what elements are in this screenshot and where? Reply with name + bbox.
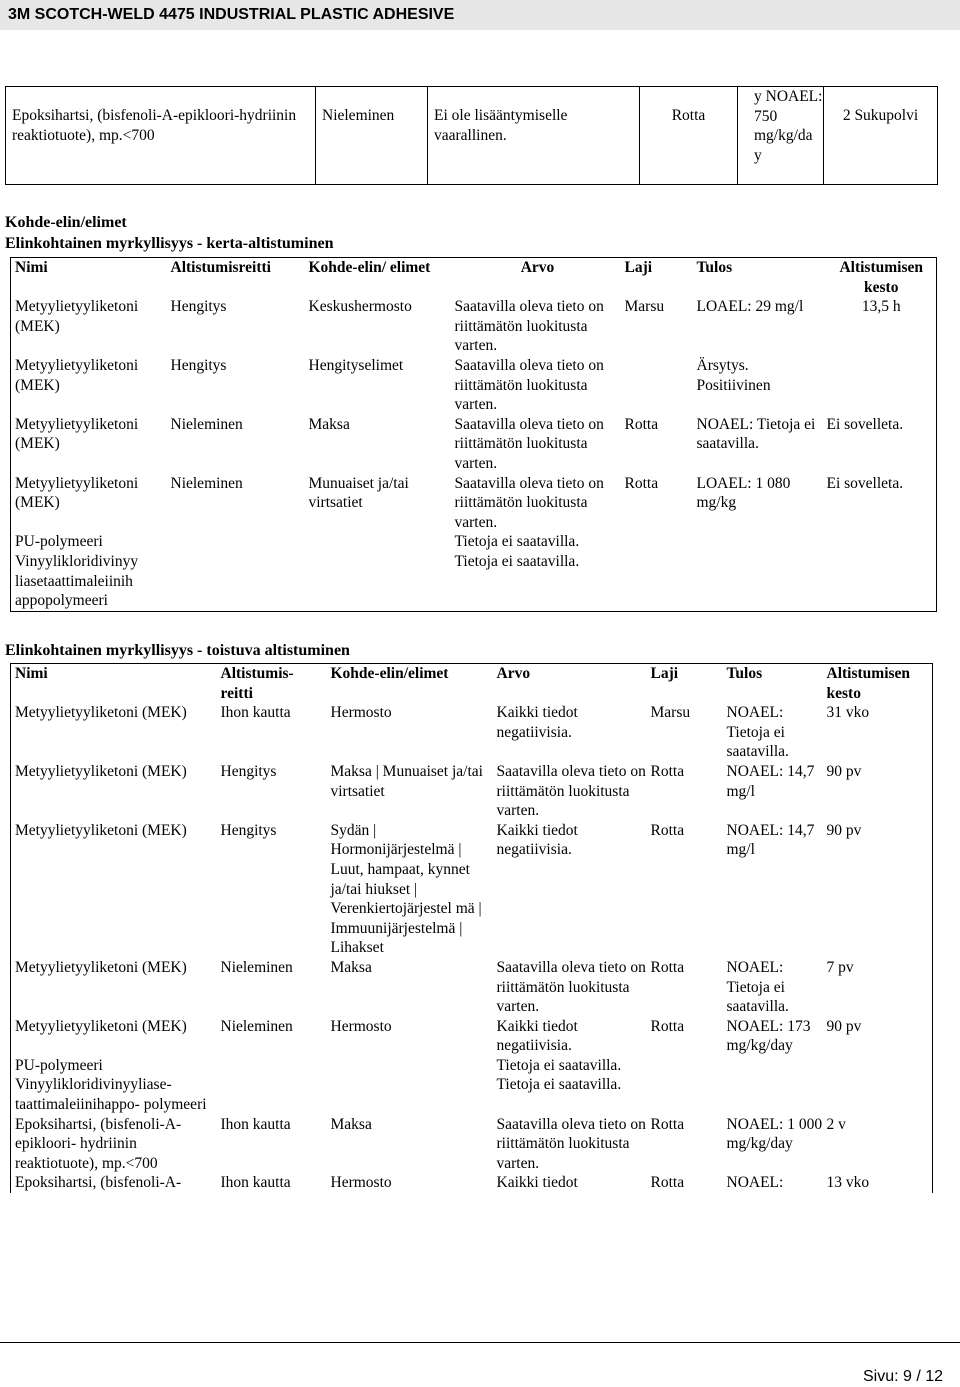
column-header: Altistumisen kesto — [826, 665, 911, 702]
table-row — [6, 87, 938, 185]
cell-organ: Hengityselimet — [308, 356, 404, 374]
cell-value: Kaikki tiedot negatiivisia. — [496, 704, 578, 741]
cell-organ: Hermosto — [330, 1174, 392, 1192]
cell-organ: Maksa — [330, 958, 372, 976]
cell-result: NOAEL: 14,7 mg/l — [726, 762, 815, 800]
table-row — [11, 762, 933, 821]
cell-duration: 7 pv — [826, 958, 854, 976]
exposure-route: Nieleminen — [316, 87, 428, 185]
cell-duration: 2 v — [826, 1115, 846, 1133]
cell-organ: Hermosto — [330, 1017, 392, 1035]
cell-name: PU-polymeeri — [15, 533, 103, 551]
cell-route: Ihon kautta — [220, 1174, 291, 1192]
column-header: Altistumisen kesto — [839, 259, 924, 296]
cell-species: Marsu — [624, 298, 665, 316]
cell-species: Rotta — [650, 821, 685, 839]
cell-duration: Ei sovelleta. — [826, 415, 904, 433]
cell-value: Tietoja ei saatavilla. — [454, 552, 580, 570]
table-row — [11, 1075, 933, 1114]
cell-species: Rotta — [624, 474, 659, 492]
species: Rotta — [640, 87, 738, 185]
table-row — [11, 821, 933, 958]
cell-name: Metyylietyyliketoni (MEK) — [15, 762, 187, 780]
cell-result: NOAEL: 1 000 mg/kg/day — [726, 1115, 823, 1153]
cell-route: Nieleminen — [170, 474, 243, 492]
table-header-row — [11, 664, 933, 704]
table-row — [11, 415, 937, 474]
section-subtitle: Kohde-elin/elimet — [5, 214, 127, 231]
table-row — [11, 1115, 933, 1174]
cell-route: Nieleminen — [170, 415, 243, 433]
cell-value: Kaikki tiedot negatiivisia. — [496, 1017, 578, 1055]
cell-name: Epoksihartsi, (bisfenoli-A- — [15, 1174, 182, 1192]
cell-species: Rotta — [650, 762, 685, 780]
cell-species — [621, 356, 693, 415]
footer-divider — [0, 1342, 960, 1343]
cell-value: Saatavilla oleva tieto on riittämätön luokitusta varten. — [496, 1115, 646, 1172]
column-header: Tulos — [696, 259, 733, 276]
cell-value: Saatavilla oleva tieto on riittämätön luokitusta varten. — [496, 762, 646, 820]
cell-duration: 90 pv — [826, 1017, 862, 1035]
column-header: Tulos — [726, 665, 763, 682]
cell-duration — [823, 356, 937, 415]
table-header-row — [11, 258, 937, 298]
repeated-exposure-table — [10, 663, 933, 1193]
cell-value: Saatavilla oleva tieto on riittämätön luokitusta varten. — [454, 356, 604, 414]
cell-route: Hengitys — [170, 356, 227, 374]
cell-route: Hengitys — [170, 298, 227, 316]
cell-result: LOAEL: 1 080 mg/kg — [696, 474, 791, 512]
cell-route: Ihon kautta — [220, 1115, 291, 1133]
cell-organ: Sydän | Hormonijärjestelmä | Luut, hampaat, kynnet ja/tai hiukset | Verenkiertojärjestel mä | Immuunijärjestelmä | Lihakset — [330, 821, 482, 957]
cell-organ: Hermosto — [330, 704, 392, 722]
cell-result: NOAEL: 14,7 mg/l — [726, 821, 815, 859]
cell-duration: 13 vko — [826, 1174, 870, 1192]
cell-route: Ihon kautta — [220, 704, 291, 722]
column-header: Altistumisreitti — [170, 259, 271, 276]
cell-value: Tietoja ei saatavilla. — [496, 1076, 622, 1094]
cell-species: Rotta — [650, 1017, 685, 1035]
cell-organ: Keskushermosto — [308, 298, 412, 316]
cell-name: Metyylietyyliketoni (MEK) — [15, 356, 139, 394]
cell-name: Metyylietyyliketoni (MEK) — [15, 1017, 187, 1035]
result: y NOAEL: 750 mg/kg/da y — [738, 87, 824, 185]
column-header: Kohde-elin/elimet — [330, 665, 449, 682]
section-title: Elinkohtainen myrkyllisyys - toistuva altistuminen — [5, 642, 350, 659]
cell-value: Tietoja ei saatavilla. — [496, 1056, 622, 1074]
cell-value: Kaikki tiedot — [496, 1174, 578, 1192]
cell-result: Ärsytys. Positiivinen — [696, 356, 771, 394]
document-header — [0, 0, 960, 30]
cell-species: Rotta — [650, 1174, 685, 1192]
cell-species: Rotta — [650, 958, 685, 976]
cell-organ: Munuaiset ja/tai virtsatiet — [308, 474, 409, 512]
cell-name: PU-polymeeri — [15, 1056, 103, 1074]
cell-duration: 31 vko — [826, 704, 870, 722]
cell-name: Metyylietyyliketoni (MEK) — [15, 474, 139, 512]
column-header: Laji — [624, 259, 653, 276]
cell-route: Hengitys — [220, 821, 277, 839]
cell-name: Metyylietyyliketoni (MEK) — [15, 415, 139, 453]
cell-species: Rotta — [650, 1115, 685, 1133]
cell-name: Metyylietyyliketoni (MEK) — [15, 821, 187, 839]
cell-route: Nieleminen — [220, 958, 293, 976]
column-header: Arvo — [496, 665, 531, 682]
cell-duration: 90 pv — [826, 821, 862, 839]
table-row — [11, 1173, 933, 1193]
cell-result: NOAEL: 173 mg/kg/day — [726, 1017, 811, 1055]
cell-duration: Ei sovelleta. — [826, 474, 904, 492]
cell-route: Nieleminen — [220, 1017, 293, 1035]
cell-name: Metyylietyyliketoni (MEK) — [15, 958, 187, 976]
cell-species: Marsu — [650, 704, 691, 722]
column-header: Kohde-elin/ elimet — [308, 259, 431, 276]
cell-name: Vinyylikloridivinyy liasetaattimaleiinih appopolymeeri — [15, 552, 139, 610]
substance-name: Epoksihartsi, (bisfenoli-A-epikloori-hydriinin reaktiotuote), mp.<700 — [6, 87, 316, 185]
cell-name: Metyylietyyliketoni (MEK) — [15, 704, 187, 722]
table-row — [11, 1056, 933, 1076]
column-header: Nimi — [15, 259, 48, 276]
value-note: Ei ole lisääntymiselle vaarallinen. — [428, 87, 640, 185]
column-header: Arvo — [520, 259, 555, 276]
cell-value: Saatavilla oleva tieto on riittämätön luokitusta varten. — [454, 415, 604, 472]
cell-value: Tietoja ei saatavilla. — [454, 533, 580, 551]
cell-organ: Maksa — [308, 415, 350, 433]
table-row — [11, 356, 937, 415]
table-row — [11, 552, 937, 611]
cell-value: Saatavilla oleva tieto on riittämätön luokitusta varten. — [454, 474, 604, 531]
cell-name: Epoksihartsi, (bisfenoli-A- epikloori- hydriinin reaktiotuote), mp.<700 — [15, 1115, 182, 1172]
cell-duration: 90 pv — [826, 762, 862, 780]
reproductive-toxicity-table — [5, 86, 938, 185]
cell-result: NOAEL: Tietoja ei saatavilla. — [726, 958, 789, 1016]
cell-organ: Maksa | Munuaiset ja/tai virtsatiet — [330, 762, 483, 800]
cell-organ: Maksa — [330, 1115, 372, 1133]
cell-value: Saatavilla oleva tieto on riittämätön luokitusta varten. — [454, 298, 604, 355]
cell-result: NOAEL: Tietoja ei saatavilla. — [726, 704, 789, 761]
cell-name: Vinyylikloridivinyyliase- taattimaleiinihappo- polymeeri — [15, 1076, 207, 1114]
cell-result: LOAEL: 29 mg/l — [696, 298, 804, 316]
cell-name: Metyylietyyliketoni (MEK) — [15, 298, 139, 335]
page-number: Sivu: 9 / 12 — [863, 1368, 944, 1385]
exposure-duration: 2 Sukupolvi — [824, 87, 938, 185]
table-row — [11, 297, 937, 356]
cell-species: Rotta — [624, 415, 659, 433]
table-row — [11, 1017, 933, 1056]
cell-value: Kaikki tiedot negatiivisia. — [496, 821, 578, 859]
column-header: Nimi — [15, 665, 48, 682]
cell-value: Saatavilla oleva tieto on riittämätön luokitusta varten. — [496, 958, 646, 1016]
section-title: Elinkohtainen myrkyllisyys - kerta-altistuminen — [5, 235, 334, 252]
cell-route: Hengitys — [220, 762, 277, 780]
single-exposure-table — [10, 257, 937, 612]
table-row — [11, 703, 933, 762]
table-row — [11, 474, 937, 533]
cell-result: NOAEL: Tietoja ei saatavilla. — [696, 415, 816, 453]
cell-result: NOAEL: — [726, 1174, 784, 1192]
cell-duration: 13,5 h — [861, 298, 901, 316]
table-row — [11, 958, 933, 1017]
column-header: Laji — [650, 665, 679, 682]
column-header: Altistumis- reitti — [220, 665, 294, 702]
table-row — [11, 532, 937, 552]
document-title: 3M SCOTCH-WELD 4475 INDUSTRIAL PLASTIC ADHESIVE — [8, 6, 455, 23]
